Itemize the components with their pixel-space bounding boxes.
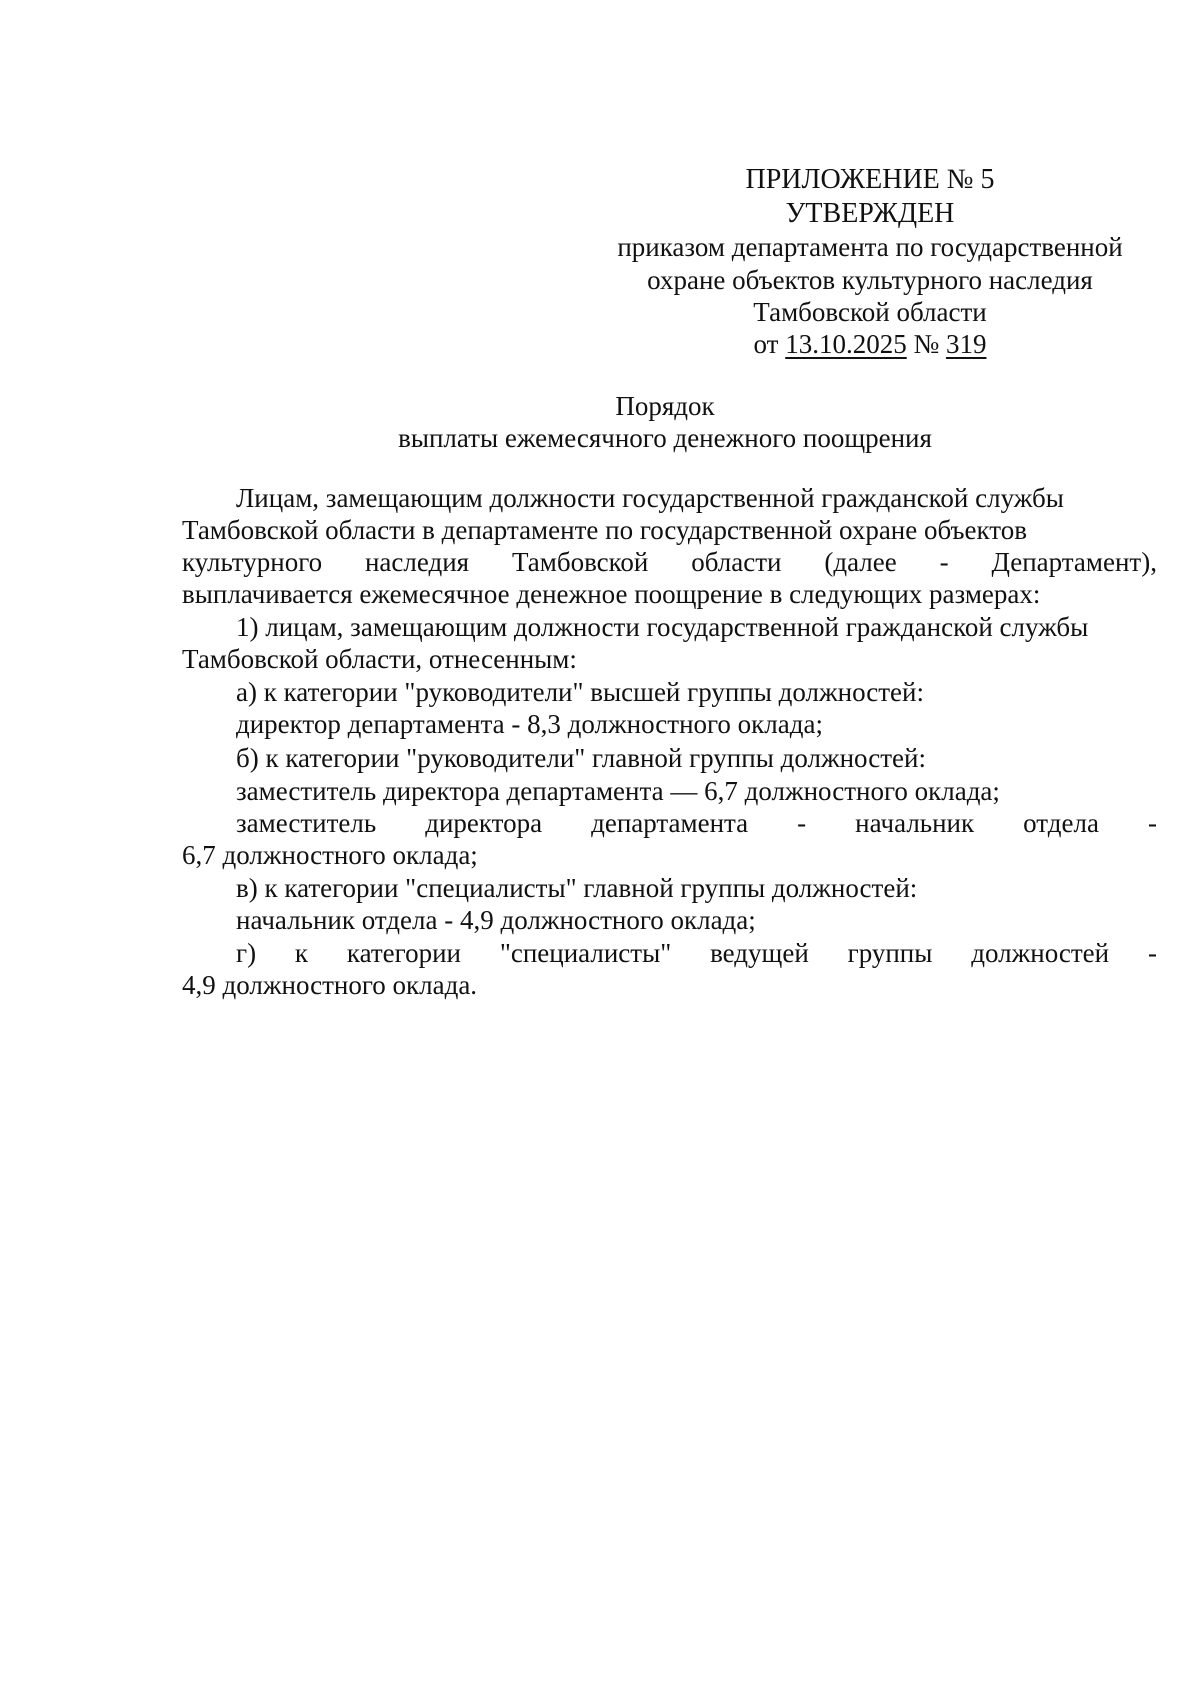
subitem-v-category: в) к категории "специалисты" главной группы должностей: xyxy=(236,873,918,903)
word: культурного xyxy=(182,547,323,577)
word: отдела xyxy=(1023,808,1099,838)
subitem-g-line xyxy=(236,936,1157,970)
approved-heading: УТВЕРЖДЕН xyxy=(785,198,955,229)
word: - xyxy=(1147,938,1157,968)
word: ведущей xyxy=(710,938,809,968)
order-line-3: Тамбовской области xyxy=(753,297,987,327)
appendix-heading: ПРИЛОЖЕНИЕ № 5 xyxy=(745,164,995,195)
word: директора xyxy=(425,808,543,838)
order-date: 13.10.2025 xyxy=(785,329,907,359)
word: (далее xyxy=(824,547,897,577)
intro-line-3 xyxy=(182,545,1157,579)
date-prefix: от xyxy=(753,329,779,359)
subitem-v-position: начальник отдела - 4,9 должностного оклада; xyxy=(236,905,756,935)
word: Департамент), xyxy=(991,547,1157,577)
subitem-g-cont: 4,9 должностного оклада. xyxy=(182,970,478,1000)
number-sign: № xyxy=(913,329,940,359)
word: - xyxy=(939,547,949,577)
order-line-1: приказом департамента по государственной xyxy=(617,232,1123,262)
word: Тамбовской xyxy=(511,547,649,577)
subitem-b-position-1: заместитель директора департамента — 6,7 должностного оклада; xyxy=(236,776,1000,806)
word: г) xyxy=(236,938,257,968)
word: к xyxy=(294,938,309,968)
item-1-line-2: Тамбовской области, отнесенным: xyxy=(182,644,577,674)
subitem-a-category: а) к категории "руководители" высшей группы должностей: xyxy=(236,677,924,707)
order-line-2: охране объектов культурного наследия xyxy=(647,265,1093,295)
word: департамента xyxy=(591,808,749,838)
subitem-b-position-2 xyxy=(236,806,1157,840)
word: должностей xyxy=(971,938,1110,968)
word: категории xyxy=(346,938,461,968)
document-title: Порядок xyxy=(615,391,715,421)
word: заместитель xyxy=(236,808,377,838)
intro-line-2: Тамбовской области в департаменте по государственной охране объектов xyxy=(182,515,1027,545)
order-number: 319 xyxy=(945,329,987,359)
word: группы xyxy=(847,938,933,968)
subitem-b-category: б) к категории "руководители" главной группы должностей: xyxy=(236,743,926,773)
intro-line-4: выплачивается ежемесячное денежное поощрение в следующих размерах: xyxy=(182,579,1041,609)
word: - xyxy=(1147,808,1157,838)
word: области xyxy=(691,547,782,577)
word: - xyxy=(797,808,807,838)
word: начальник xyxy=(855,808,975,838)
word: наследия xyxy=(364,547,470,577)
item-1-line-1: 1) лицам, замещающим должности государственной гражданской службы xyxy=(236,612,1089,642)
subitem-a-position: директор департамента - 8,3 должностного оклада; xyxy=(236,709,823,739)
document-subtitle: выплаты ежемесячного денежного поощрения xyxy=(398,423,932,453)
order-date-line xyxy=(570,327,1170,361)
word: "специалисты" xyxy=(499,938,672,968)
subitem-b-position-2-cont: 6,7 должностного оклада; xyxy=(182,840,478,870)
intro-line-1: Лицам, замещающим должности государственной гражданской службы xyxy=(236,483,1064,513)
